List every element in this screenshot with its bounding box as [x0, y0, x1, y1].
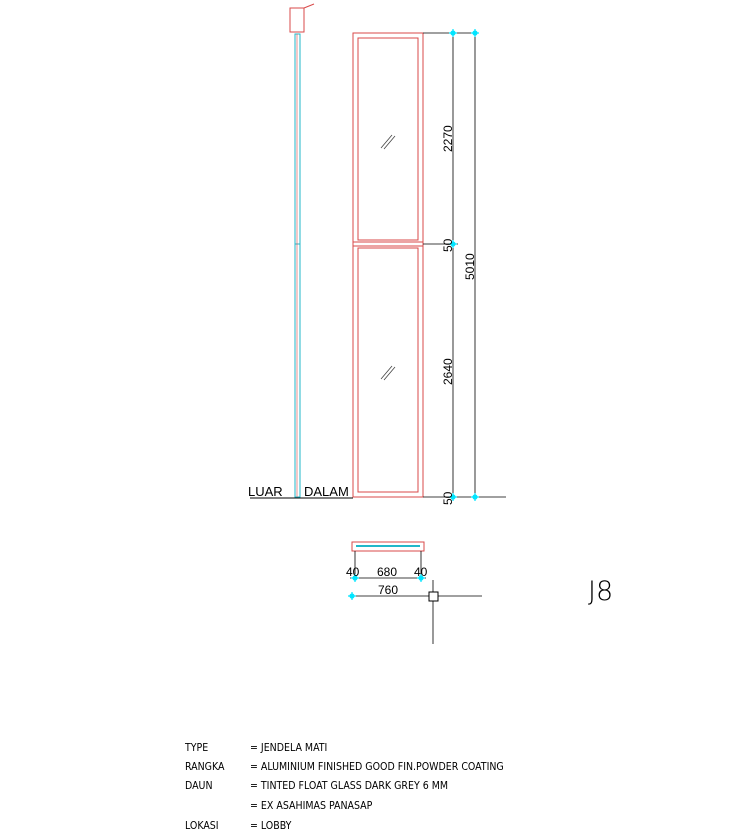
plan-dim-center: 680 — [377, 565, 398, 579]
plan-dim-right: 40 — [414, 565, 428, 579]
side-section-head-tick — [304, 4, 314, 8]
dim-bottom-frame: 50 — [441, 491, 455, 505]
dim-middle-frame: 50 — [441, 238, 455, 252]
dim-total-height: 5010 — [463, 253, 477, 280]
plan-dim-left: 40 — [346, 565, 360, 579]
glass-panel-lower — [358, 248, 418, 492]
window-code: J8 — [588, 576, 614, 607]
spec-value-rangka: = ALUMINIUM FINISHED GOOD FIN.POWDER COATING — [250, 761, 504, 773]
label-dalam: DALAM — [304, 484, 349, 499]
dim-bottom-panel: 2640 — [441, 358, 455, 385]
spec-value-lokasi: = LOBBY — [250, 820, 292, 832]
side-section — [248, 4, 353, 499]
marker — [471, 29, 479, 37]
marker — [348, 592, 356, 600]
marker — [449, 29, 457, 37]
plan-section — [346, 542, 482, 644]
spec-value-type: = JENDELA MATI — [250, 742, 328, 754]
label-luar: LUAR — [248, 484, 283, 499]
dim-top-panel: 2270 — [441, 125, 455, 152]
spec-key-lokasi: LOKASI — [185, 820, 219, 832]
spec-table — [184, 742, 504, 832]
spec-key-daun: DAUN — [185, 780, 213, 792]
glass-hatch-upper — [381, 135, 395, 149]
side-section-head — [290, 8, 304, 32]
glass-hatch-lower — [381, 366, 395, 380]
side-section-glass — [295, 34, 300, 497]
glass-panel-upper — [358, 38, 418, 240]
front-elevation — [353, 33, 423, 497]
spec-key-type: TYPE — [185, 742, 209, 754]
spec-value-daun: = TINTED FLOAT GLASS DARK GREY 6 MM — [250, 780, 449, 792]
spec-key-rangka: RANGKA — [185, 761, 225, 773]
window-frame-outer — [353, 33, 423, 497]
plan-dim-total: 760 — [378, 583, 399, 597]
spec-value-daun-cont: = EX ASAHIMAS PANASAP — [250, 800, 373, 812]
vertical-dimensions — [423, 29, 506, 505]
marker — [471, 493, 479, 501]
plan-origin-box — [429, 592, 438, 601]
